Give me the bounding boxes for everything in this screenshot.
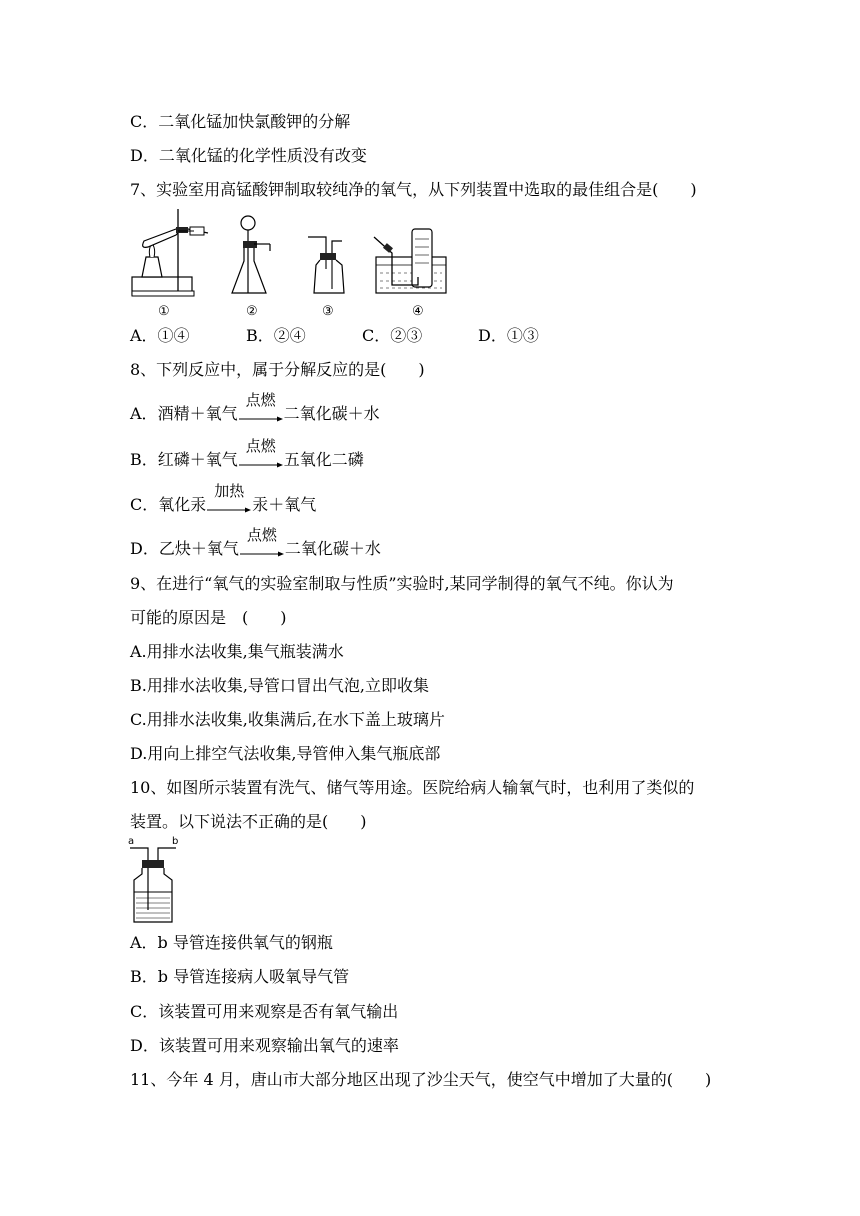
q7-option-a: A．①④ [130,326,190,345]
q8-option-d-prefix: D． [130,539,159,558]
q6-option-c: C．二氧化锰加快氯酸钾的分解 [130,112,351,131]
q8-option-c-products: 汞＋氧气 [252,495,317,514]
apparatus-4-water-trough-icon [370,227,460,299]
tube-a-label: a [128,836,135,847]
q10-option-c: C．该装置可用来观察是否有氧气输出 [130,1002,399,1021]
washing-bottle-icon [126,838,182,926]
q8-option-b-arrow [239,437,283,471]
q8-option-d-condition: 点燃 [246,526,277,544]
q8-option-b-condition: 点燃 [245,437,276,455]
q10-option-d: D．该装置可用来观察输出氧气的速率 [130,1036,399,1055]
apparatus-1-label: ① [158,304,170,319]
q10-option-a: A．b 导管连接供氧气的钢瓶 [130,933,333,952]
q8-option-d-products: 二氧化碳＋水 [284,539,381,558]
tube-b-label: b [172,836,179,847]
q10-stem-line1: 10、如图所示装置有洗气、储气等用途。医院给病人输氧气时，也利用了类似的 [130,778,695,797]
q9-option-d: D.用向上排空气法收集,导管伸入集气瓶底部 [130,744,441,763]
q10-option-b: B．b 导管连接病人吸氧导气管 [130,967,350,986]
q10-stem-line2: 装置。以下说法不正确的是( ) [130,812,367,831]
q7-option-b: B．②④ [246,326,306,345]
q8-option-a-prefix: A． [130,404,158,423]
q9-option-b: B.用排水法收集,导管口冒出气泡,立即收集 [130,676,430,695]
q8-option-a-condition: 点燃 [245,391,276,409]
apparatus-3-bottle-icon [302,235,354,299]
apparatus-2-label: ② [246,304,258,319]
q8-option-c-arrow [207,482,251,516]
q8-option-c [130,482,317,516]
apparatus-2-flask-icon [228,213,276,299]
q9-option-c: C.用排水法收集,收集满后,在水下盖上玻璃片 [130,710,445,729]
q9-option-a: A.用排水法收集,集气瓶装满水 [130,642,344,661]
q8-option-d-arrow [240,526,284,560]
q8-option-d-reactants: 乙炔＋氧气 [158,539,239,558]
apparatus-4-label: ④ [412,304,424,319]
q8-option-a [130,391,380,425]
q8-option-a-arrow [239,391,283,425]
q6-option-d: D．二氧化锰的化学性质没有改变 [130,146,367,165]
q7-option-d: D．①③ [478,326,539,345]
q8-option-b-prefix: B． [130,450,158,469]
apparatus-1-heating-icon [128,205,212,299]
q7-stem: 7、实验室用高锰酸钾制取较纯净的氧气，从下列装置中选取的最佳组合是( ) [130,180,697,199]
q8-option-d [130,526,381,560]
q8-option-c-condition: 加热 [214,482,245,500]
q8-option-a-reactants: 酒精＋氧气 [157,404,238,423]
apparatus-3-label: ③ [322,304,334,319]
q8-option-b-products: 五氧化二磷 [283,450,364,469]
q8-option-a-products: 二氧化碳＋水 [283,404,380,423]
q8-option-b [130,437,364,471]
q9-stem-line2: 可能的原因是 ( ) [130,608,287,627]
q11-stem: 11、今年 4 月，唐山市大部分地区出现了沙尘天气，使空气中增加了大量的( ) [130,1070,712,1089]
q8-stem: 8、下列反应中，属于分解反应的是( ) [130,360,425,379]
q8-option-b-reactants: 红磷＋氧气 [157,450,238,469]
q8-option-c-prefix: C． [130,495,159,514]
q8-option-c-reactants: 氧化汞 [158,495,207,514]
q7-option-c: C．②③ [362,326,423,345]
q9-stem-line1: 9、在进行“氧气的实验室制取与性质”实验时,某同学制得的氧气不纯。你认为 [130,574,674,593]
